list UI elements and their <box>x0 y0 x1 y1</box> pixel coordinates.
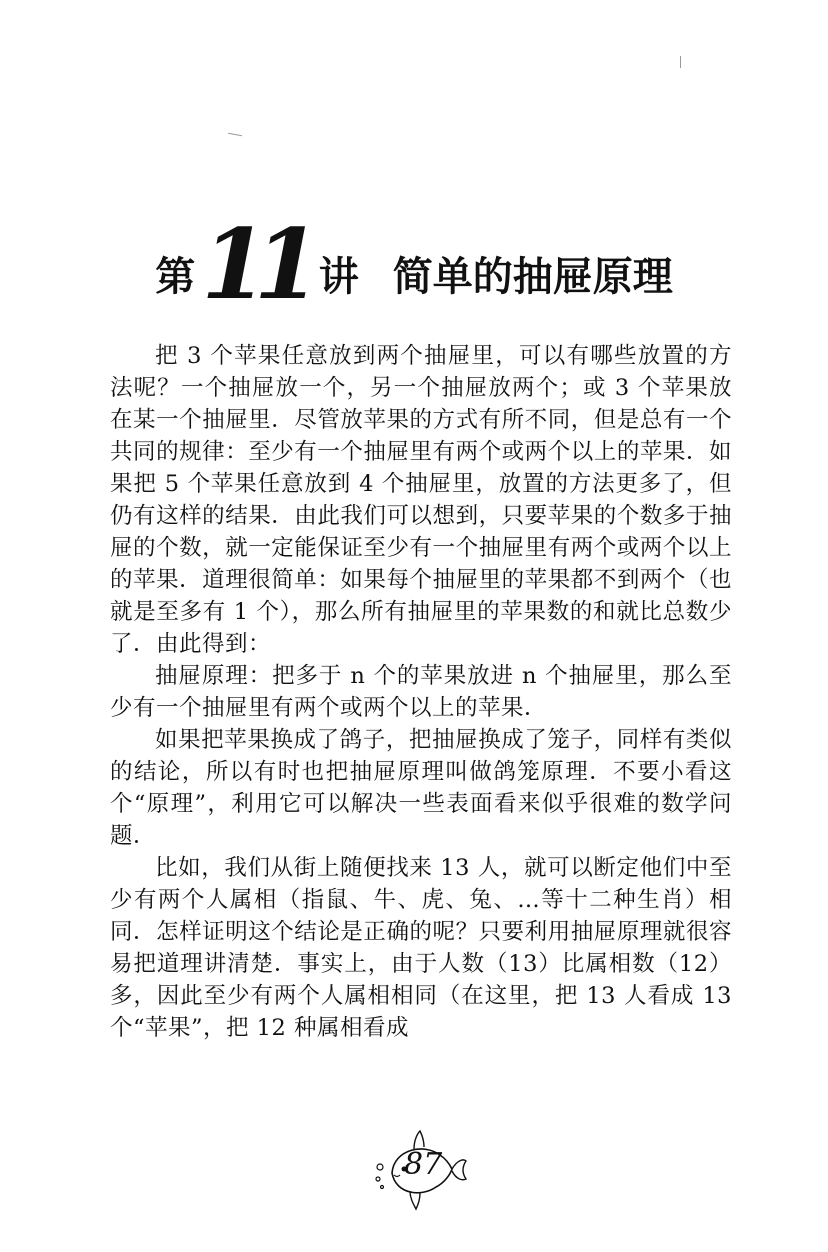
paragraph: 抽屉原理：把多于 n 个的苹果放进 n 个抽屉里，那么至少有一个抽屉里有两个或两个以上的苹果． <box>110 663 732 721</box>
paragraph: 把 3 个苹果任意放到两个抽屉里，可以有哪些放置的方法呢？一个抽屉放一个，另一个抽屉放两个；或 3 个苹果放在某一个抽屉里．尽管放苹果的方式有所不同，但是总有一个共同的规律：至少有一个抽屉里有两个或两个以上的苹果．如果把 5 个苹果任意放到 4 个抽屉里，放置的方法更多了，但仍有这样的结果．由此我们可以想到，只要苹果的个数多于抽屉的个数，就一定能保证至少有一个抽屉里有两个或两个以上的苹果．道理很简单：如果每个抽屉里的苹果都不到两个（也就是至多有 1 个），那么所有抽屉里的苹果数的和就比总数少了．由此得到： <box>110 343 732 657</box>
paragraph: 比如，我们从街上随便找来 13 人，就可以断定他们中至少有两个人属相（指鼠、牛、虎、兔、…等十二种生肖）相同．怎样证明这个结论是正确的呢？只要利用抽屉原理就很容易把道理讲清楚．事实上，由于人数（13）比属相数（12）多，因此至少有两个人属相相同（在这里，把 13 人看成 13 个“苹果”，把 12 种属相看成 <box>110 855 732 1041</box>
chapter-number: 11 <box>201 208 307 321</box>
chapter-heading: 简单的抽屉原理 <box>392 254 673 300</box>
page-footer <box>370 1125 470 1215</box>
chapter-prefix: 第 <box>155 254 196 300</box>
scan-mark-top-right <box>680 56 681 68</box>
paragraph: 如果把苹果换成了鸽子，把抽屉换成了笼子，同样有类似的结论，所以有时也把抽屉原理叫做鸽笼原理．不要小看这个“原理”，利用它可以解决一些表面看来似乎很难的数学问题． <box>110 727 732 849</box>
page-number: 87 <box>404 1147 443 1182</box>
body-text <box>110 340 732 1044</box>
chapter-suffix: 讲 <box>318 254 359 300</box>
scan-mark-left <box>228 133 242 136</box>
chapter-title <box>0 208 828 321</box>
